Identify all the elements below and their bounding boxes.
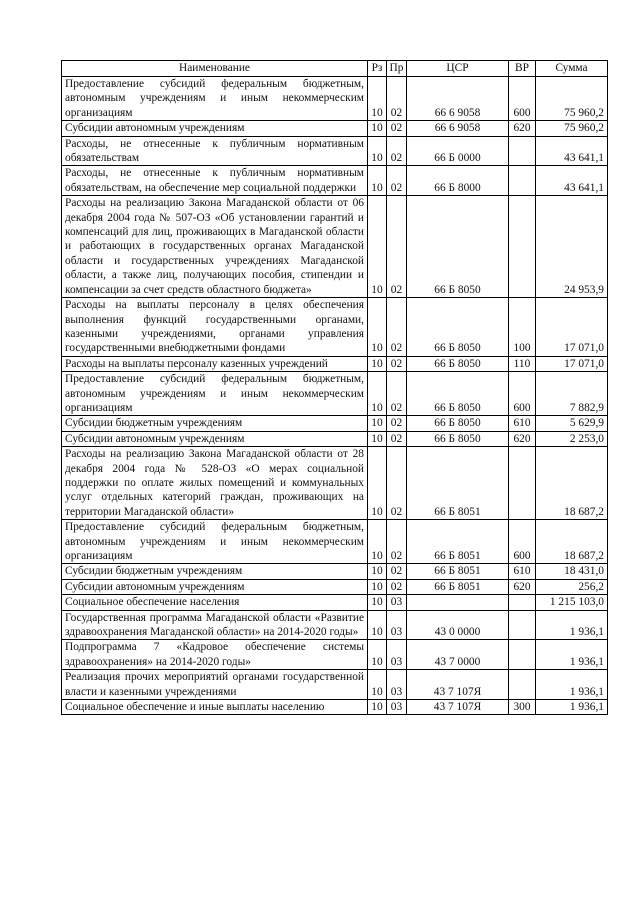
row-rz: 10 <box>368 640 387 670</box>
row-csr: 66 Б 8051 <box>407 564 509 579</box>
row-csr: 66 Б 8051 <box>407 520 509 564</box>
row-name: Субсидии бюджетным учреждениям <box>62 564 368 579</box>
row-vr <box>509 196 536 298</box>
row-rz: 10 <box>368 298 387 357</box>
row-sum: 1 936,1 <box>536 640 608 670</box>
row-sum: 18 431,0 <box>536 564 608 579</box>
row-csr: 66 Б 0000 <box>407 136 509 166</box>
row-rz: 10 <box>368 136 387 166</box>
row-vr <box>509 136 536 166</box>
row-vr: 600 <box>509 520 536 564</box>
table-row <box>62 77 608 121</box>
row-pr: 02 <box>387 77 407 121</box>
row-csr: 66 Б 8050 <box>407 372 509 416</box>
row-vr: 300 <box>509 700 536 715</box>
row-csr: 43 7 107Я <box>407 700 509 715</box>
row-rz: 10 <box>368 121 387 136</box>
table-row <box>62 356 608 371</box>
row-pr: 02 <box>387 356 407 371</box>
row-rz: 10 <box>368 579 387 594</box>
row-name: Расходы на выплаты персоналу казенных учреждений <box>62 356 368 371</box>
row-pr: 02 <box>387 579 407 594</box>
table-row <box>62 640 608 670</box>
row-vr: 610 <box>509 416 536 431</box>
budget-table <box>61 60 608 715</box>
row-vr: 600 <box>509 77 536 121</box>
row-pr: 03 <box>387 595 407 610</box>
row-pr: 02 <box>387 431 407 446</box>
row-name: Реализация прочих мероприятий органами государственной власти и казенными учреждениями <box>62 670 368 700</box>
table-row <box>62 298 608 357</box>
row-name: Расходы, не отнесенные к публичным нормативным обязательствам <box>62 136 368 166</box>
row-sum: 17 071,0 <box>536 298 608 357</box>
row-vr: 620 <box>509 579 536 594</box>
row-csr: 66 Б 8000 <box>407 166 509 196</box>
row-name: Подпрограмма 7 «Кадровое обеспечение системы здравоохранения» на 2014-2020 годы» <box>62 640 368 670</box>
row-name: Предоставление субсидий федеральным бюджетным, автономным учреждениям и иным некоммерческим организациям <box>62 520 368 564</box>
row-rz: 10 <box>368 670 387 700</box>
row-rz: 10 <box>368 77 387 121</box>
table-row <box>62 121 608 136</box>
row-pr: 03 <box>387 700 407 715</box>
row-sum: 18 687,2 <box>536 447 608 520</box>
budget-page <box>61 60 607 715</box>
row-sum: 18 687,2 <box>536 520 608 564</box>
row-name: Субсидии бюджетным учреждениям <box>62 416 368 431</box>
row-pr: 02 <box>387 447 407 520</box>
row-pr: 02 <box>387 121 407 136</box>
row-csr: 66 6 9058 <box>407 121 509 136</box>
row-name: Расходы на реализацию Закона Магаданской области от 06 декабря 2004 года № 507-ОЗ «Об установлении гарантий и компенсаций для лиц, проживающих в Магаданской области и работающих в государственных органах Магаданской области и государственных учреждениях Магаданской области, а также лиц, получающих пособия, стипендии и компенсации за счет средств областного бюджета» <box>62 196 368 298</box>
row-name: Социальное обеспечение населения <box>62 595 368 610</box>
header-name: Наименование <box>62 61 368 77</box>
header-csr: ЦСР <box>407 61 509 77</box>
row-pr: 02 <box>387 136 407 166</box>
header-rz: Рз <box>368 61 387 77</box>
table-row <box>62 447 608 520</box>
table-row <box>62 579 608 594</box>
row-pr: 02 <box>387 196 407 298</box>
row-pr: 02 <box>387 520 407 564</box>
row-rz: 10 <box>368 700 387 715</box>
row-csr: 66 Б 8051 <box>407 447 509 520</box>
row-rz: 10 <box>368 416 387 431</box>
row-vr: 620 <box>509 431 536 446</box>
row-sum: 17 071,0 <box>536 356 608 371</box>
row-vr <box>509 610 536 640</box>
row-rz: 10 <box>368 564 387 579</box>
row-sum: 1 936,1 <box>536 700 608 715</box>
row-csr: 66 Б 8051 <box>407 579 509 594</box>
row-sum: 43 641,1 <box>536 166 608 196</box>
table-row <box>62 136 608 166</box>
row-vr: 600 <box>509 372 536 416</box>
row-sum: 1 215 103,0 <box>536 595 608 610</box>
table-row <box>62 595 608 610</box>
row-csr: 66 Б 8050 <box>407 298 509 357</box>
row-vr: 100 <box>509 298 536 357</box>
row-csr: 66 6 9058 <box>407 77 509 121</box>
table-row <box>62 416 608 431</box>
row-rz: 10 <box>368 196 387 298</box>
row-sum: 2 253,0 <box>536 431 608 446</box>
table-row <box>62 196 608 298</box>
row-csr: 66 Б 8050 <box>407 196 509 298</box>
row-csr: 43 7 0000 <box>407 640 509 670</box>
row-csr: 66 Б 8050 <box>407 356 509 371</box>
table-row <box>62 520 608 564</box>
row-pr: 02 <box>387 416 407 431</box>
row-pr: 02 <box>387 564 407 579</box>
row-sum: 75 960,2 <box>536 77 608 121</box>
table-row <box>62 700 608 715</box>
row-vr <box>509 670 536 700</box>
row-name: Предоставление субсидий федеральным бюджетным, автономным учреждениям и иным некоммерческим организациям <box>62 77 368 121</box>
row-rz: 10 <box>368 610 387 640</box>
row-vr <box>509 640 536 670</box>
row-sum: 7 882,9 <box>536 372 608 416</box>
row-name: Социальное обеспечение и иные выплаты населению <box>62 700 368 715</box>
row-name: Расходы, не отнесенные к публичным нормативным обязательствам, на обеспечение мер социальной поддержки <box>62 166 368 196</box>
row-vr <box>509 447 536 520</box>
row-name: Субсидии автономным учреждениям <box>62 121 368 136</box>
row-rz: 10 <box>368 356 387 371</box>
table-row <box>62 670 608 700</box>
table-row <box>62 431 608 446</box>
row-pr: 02 <box>387 166 407 196</box>
row-name: Субсидии автономным учреждениям <box>62 431 368 446</box>
row-sum: 43 641,1 <box>536 136 608 166</box>
row-vr: 610 <box>509 564 536 579</box>
header-pr: Пр <box>387 61 407 77</box>
header-vr: ВР <box>509 61 536 77</box>
row-csr: 66 Б 8050 <box>407 431 509 446</box>
row-sum: 1 936,1 <box>536 610 608 640</box>
row-vr <box>509 595 536 610</box>
table-row <box>62 166 608 196</box>
row-name: Расходы на реализацию Закона Магаданской области от 28 декабря 2004 года № 528-ОЗ «О мерах социальной поддержки по оплате жилых помещений и коммунальных услуг отдельных категорий граждан, проживающих на территории Магаданской области» <box>62 447 368 520</box>
row-rz: 10 <box>368 431 387 446</box>
row-rz: 10 <box>368 372 387 416</box>
row-name: Предоставление субсидий федеральным бюджетным, автономным учреждениям и иным некоммерческим организациям <box>62 372 368 416</box>
table-header-row <box>62 61 608 77</box>
row-name: Государственная программа Магаданской области «Развитие здравоохранения Магаданской области» на 2014-2020 годы» <box>62 610 368 640</box>
row-csr: 66 Б 8050 <box>407 416 509 431</box>
row-csr: 43 0 0000 <box>407 610 509 640</box>
table-row <box>62 564 608 579</box>
row-name: Расходы на выплаты персоналу в целях обеспечения выполнения функций государственными органами, казенными учреждениями, органами управления государственными внебюджетными фондами <box>62 298 368 357</box>
row-rz: 10 <box>368 520 387 564</box>
row-pr: 02 <box>387 372 407 416</box>
row-sum: 1 936,1 <box>536 670 608 700</box>
row-rz: 10 <box>368 595 387 610</box>
table-row <box>62 372 608 416</box>
row-sum: 75 960,2 <box>536 121 608 136</box>
row-name: Субсидии автономным учреждениям <box>62 579 368 594</box>
row-pr: 03 <box>387 640 407 670</box>
row-sum: 256,2 <box>536 579 608 594</box>
row-csr: 43 7 107Я <box>407 670 509 700</box>
row-sum: 24 953,9 <box>536 196 608 298</box>
row-pr: 02 <box>387 298 407 357</box>
row-rz: 10 <box>368 166 387 196</box>
row-sum: 5 629,9 <box>536 416 608 431</box>
header-sum: Сумма <box>536 61 608 77</box>
table-row <box>62 610 608 640</box>
row-vr: 110 <box>509 356 536 371</box>
row-pr: 03 <box>387 610 407 640</box>
row-rz: 10 <box>368 447 387 520</box>
row-vr: 620 <box>509 121 536 136</box>
row-csr <box>407 595 509 610</box>
row-vr <box>509 166 536 196</box>
row-pr: 03 <box>387 670 407 700</box>
